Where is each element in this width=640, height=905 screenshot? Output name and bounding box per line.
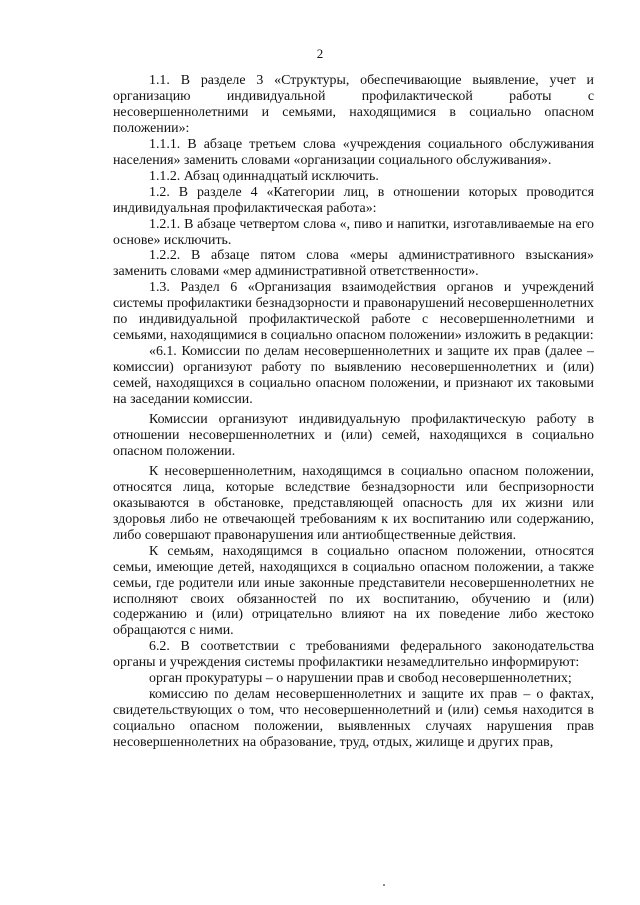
paragraph-1-1-2: 1.1.2. Абзац одиннадцатый исключить.	[149, 168, 379, 184]
paragraph-6-2: 6.2. В соответствии с требованиями федерального законодательства органы и учреждения системы профилактики незамедлительно информируют:	[113, 639, 594, 671]
paragraph-1-3: 1.3. Раздел 6 «Организация взаимодействия органов и учреждений системы профилактики безнадзорности и правонарушений несовершеннолетних по индивидуальной профилактической работе с несовершеннолетними и семьями, находящимися в социально опасном положении» изложить в редакции:	[113, 280, 594, 344]
scan-speck	[383, 884, 385, 886]
paragraph-prosecutor: орган прокуратуры – о нарушении прав и свобод несовершеннолетних;	[149, 671, 572, 687]
paragraph-1-1: 1.1. В разделе 3 «Структуры, обеспечивающие выявление, учет и организацию индивидуальной профилактической работы с несовершеннолетними и семьями, находящимися в социально опасном положении»:	[113, 73, 594, 136]
paragraph-6-1: «6.1. Комиссии по делам несовершеннолетних и защите их прав (далее – комиссии) организуют работу по выявлению несовершеннолетних и (или) семей, находящихся в социально опасном положении, и признают их таковыми на заседании комиссии.	[113, 344, 594, 408]
paragraph-1-1-1: 1.1.1. В абзаце третьем слова «учреждения социального обслуживания населения» заменить словами «организации социального обслуживания».	[113, 136, 594, 168]
paragraph-commissions: Комиссии организуют индивидуальную профилактическую работу в отношении несовершеннолетних и (или) семей, находящихся в социально опасном положении.	[113, 412, 594, 459]
paragraph-minors-definition: К несовершеннолетним, находящимся в социально опасном положении, относятся лица, которые вследствие безнадзорности или беспризорности оказываются в обстановке, представляющей опасность для их жизни или здоровья либо не отвечающей требованиям к их воспитанию или содержанию, либо совершают правонарушения или антиобщественные действия.	[113, 463, 594, 543]
page-number: 2	[316, 46, 324, 61]
paragraph-1-2-2: 1.2.2. В абзаце пятом слова «меры административного взыскания» заменить словами «мер административной ответственности».	[113, 248, 594, 280]
document-body	[113, 73, 594, 751]
paragraph-1-2: 1.2. В разделе 4 «Категории лиц, в отношении которых проводится индивидуальная профилактическая работа»:	[113, 184, 594, 216]
paragraph-commission-inform: комиссию по делам несовершеннолетних и защите их прав – о фактах, свидетельствующих о том, что несовершеннолетний и (или) семья находится в социально опасном положении, выявленных случаях нарушения прав несовершеннолетних на образование, труд, отдых, жилище и других прав,	[113, 687, 594, 751]
paragraph-families-definition: К семьям, находящимся в социально опасном положении, относятся семьи, имеющие детей, находящихся в социально опасном положении, а также семьи, где родители или иные законные представители несовершеннолетних не исполняют своих обязанностей по их воспитанию, обучению и (или) содержанию и (или) отрицательно влияют на их поведение либо жестоко обращаются с ними.	[113, 543, 594, 639]
paragraph-1-2-1: 1.2.1. В абзаце четвертом слова «, пиво и напитки, изготавливаемые на его основе» исключить.	[113, 216, 594, 248]
